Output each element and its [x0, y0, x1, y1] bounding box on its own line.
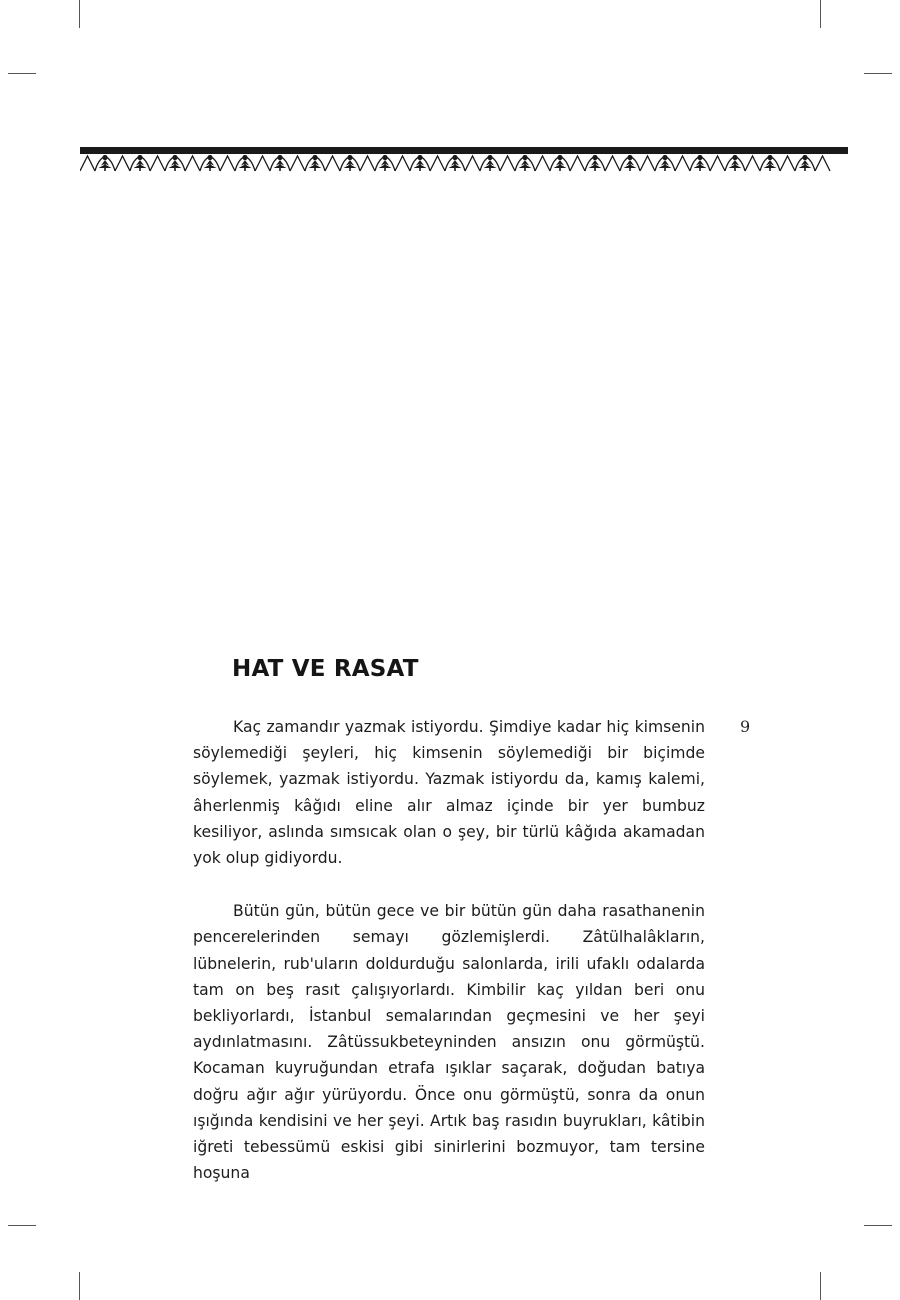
body-text: [193, 714, 705, 1186]
crop-mark-left-bottom: [8, 1225, 36, 1226]
crop-mark-right-bottom: [864, 1225, 892, 1226]
crop-mark-bottom-left: [79, 1272, 80, 1300]
chapter-title: HAT VE RASAT: [232, 656, 419, 682]
crop-mark-bottom-right: [820, 1272, 821, 1300]
paragraph: Kaç zamandır yazmak istiyordu. Şimdiye kadar hiç kimsenin söylemediği şeyleri, hiç kimsenin söylemediği bir biçimde söylemek, yazmak istiyordu. Yazmak istiyordu da, kamış kalemi, âherlenmiş kâğıdı eline alır almaz içinde bir yer bumbuz kesiliyor, aslında sımsıcak olan o şey, bir türlü kâğıda akamadan yok olup gidiyordu.: [193, 718, 705, 868]
paragraph: Bütün gün, bütün gece ve bir bütün gün daha rasathanenin pencerelerinden semayı gözlemişlerdi. Zâtülhalâkların, lübnelerin, rub'uların doldurduğu salonlarda, irili ufaklı odalarda tam on beş rasıt çalışıyorlardı. Kimbilir kaç yıldan beri onu bekliyorlardı, İstanbul semalarından geçmesini ve her şeyi aydınlatmasını. Zâtüssukbeteyninden ansızın onu görmüştü. Kocaman kuyruğundan etrafa ışıklar saçarak, doğudan batıya doğru ağır ağır yürüyordu. Önce onu görmüştü, sonra da onun ışığında kendisini ve her şeyi. Artık baş rasıdın buyrukları, kâtibin iğreti tebessümü eskisi gibi sinirlerini bozmuyor, tam tersine hoşuna: [193, 902, 705, 1183]
crop-mark-top-left: [79, 0, 80, 28]
tulip-border-ornament-icon: [80, 147, 848, 173]
page-number: 9: [740, 717, 751, 736]
crop-mark-top-right: [820, 0, 821, 28]
crop-mark-right-top: [864, 73, 892, 74]
crop-mark-left-top: [8, 73, 36, 74]
